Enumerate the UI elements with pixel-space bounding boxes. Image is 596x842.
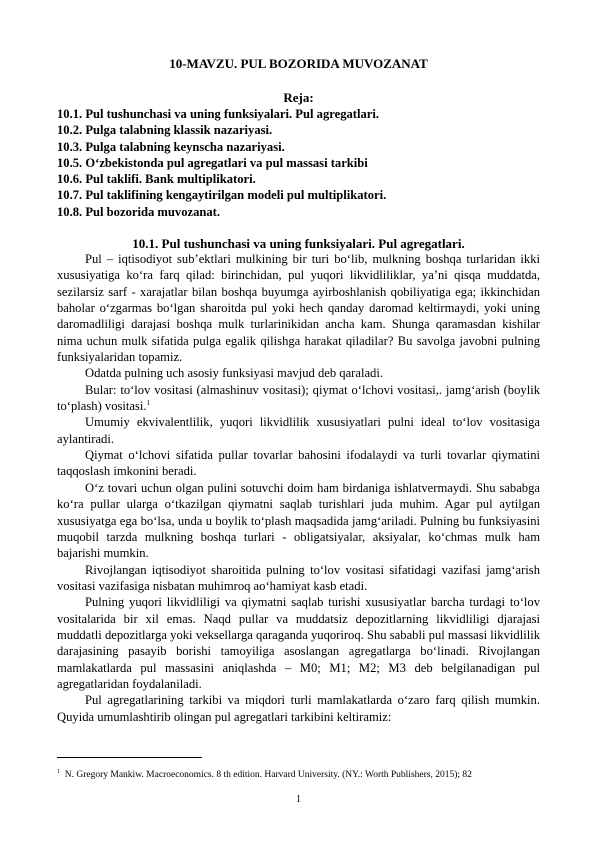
page-number: 1 xyxy=(296,794,301,805)
plan-item: 10.8. Pul bozorida muvozanat. xyxy=(57,204,221,219)
paragraph xyxy=(57,382,540,415)
paragraph: Qiymat o‘lchovi sifatida pullar tovarlar bahosini ifodalaydi va turli tovarlar qiymatini taqqoslash imkonini beradi. xyxy=(57,448,540,479)
paragraph: Pulning yuqori likvidliligi va qiymatni saqlab turishi xususiyatlar barcha turdagi to‘lov vositalarida bir xil emas. Naqd pullar va muddatsiz depozitlarning likvidliligi djarajasi muddatli depozitlarga yoki veksellarga qaraganda yuqoriroq. Shu sababli pul massasi likvidlilik darajasining pasayib borishi tamoyiliga asoslangan agregatlarga bo‘linadi. Rivojlangan mamlakatlarda pul massasini aniqlashda – M0; M1; M2; M3 deb belgilanadigan pul agregatlaridan foydalaniladi. xyxy=(57,595,540,691)
plan-list xyxy=(57,106,540,220)
page-title: 10-MAVZU. PUL BOZORIDA MUVOZANAT xyxy=(169,56,428,71)
paragraph: Odatda pulning uch asosiy funksiyasi mavjud deb qaraladi. xyxy=(85,366,383,381)
paragraph: Pul agregatlarining tarkibi va miqdori turli mamlakatlarda o‘zaro farq qilish mumkin. Quyida umumlashtirib olingan pul agregatlari tarkibini keltiramiz: xyxy=(57,693,540,724)
plan-heading: Reja: xyxy=(283,90,314,105)
plan-item: 10.6. Pul taklifi. Bank multiplikatori. xyxy=(57,172,256,187)
plan-item: 10.7. Pul taklifining kengaytirilgan modeli pul multiplikatori. xyxy=(57,188,387,203)
paragraph-text: Bular: to‘lov vositasi (almashinuv vositasi); qiymat o‘lchovi vositasi,. jamg‘arish (boylik to‘plash) vositasi. xyxy=(57,382,540,414)
paragraph: O‘z tovari uchun olgan pulini sotuvchi doim ham birdaniga ishlatvermaydi. Shu sababga ko‘ra pullar ularga o‘tkazilgan qiymatni saqlab turishlari juda muhim. Agar pul aytilgan xususiyatga ega bo‘lsa, unda u boylik to‘plash maqsadida jamg‘ariladi. Pulning bu funksiyasini muqobil tarzda mulkning boshqa turlari - obligatsiyalar, aksiyalar, ko‘chmas mulk ham bajarishi mumkin. xyxy=(57,480,540,561)
plan-item: 10.1. Pul tushunchasi va uning funksiyalari. Pul agregatlari. xyxy=(57,107,380,121)
section-heading: 10.1. Pul tushunchasi va uning funksiyalari. Pul agregatlari. xyxy=(132,236,465,251)
paragraph: Rivojlangan iqtisodiyot sharoitida pulning to‘lov vositasi sifatidagi vazifasi jamg‘arish vositasi vazifasiga nisbatan muhimroq ao‘hamiyat kasb etadi. xyxy=(57,562,540,593)
footnote-separator xyxy=(57,757,202,758)
plan-item: 10.2. Pulga talabning klassik nazariyasi. xyxy=(57,123,273,138)
footnote-text: N. Gregory Mankiw. Macroeconomics. 8 th edition. Harvard University. (NY.: Worth Publishers, 2015); 82 xyxy=(64,770,472,780)
body-text xyxy=(57,251,540,725)
paragraph: Pul – iqtisodiyot sub’ektlari mulkining bir turi bo‘lib, mulkning boshqa turlaridan ikki xususiyatiga ko‘ra farq qilad: birinchidan, pul yuqori likvidliliklar, ya’ni qisqa muddatda, sezilarsiz sarf - xarajatlar bilan boshqa buyumga ayirboshlanish qobiliyatiga ega; ikkinchidan baholar o‘zgarmas bo‘lgan sharoitda pul yoki hech qanday daromad keltirmaydi, yoki uning daromadliligi darajasi boshqa mulk turlarinikidan ancha kam. Shunga qaramasdan kishilar nima uchun mulk sifatida pulga egalik qilishga harakat qiladilar? Bu savolga javobni pulning funksiyalaridan topamiz. xyxy=(57,252,540,365)
plan-item: 10.5. O‘zbekistonda pul agregatlari va pul massasi tarkibi xyxy=(57,155,368,170)
footnote xyxy=(57,769,540,781)
plan-item: 10.3. Pulga talabning keynscha nazariyasi. xyxy=(57,139,285,154)
paragraph: Umumiy ekvivalentlilik, yuqori likvidlilik xususiyatlari pulni ideal to‘lov vositasiga aylantiradi. xyxy=(57,415,540,446)
footnote-reference[interactable]: 1 xyxy=(146,398,151,407)
footnote-marker: 1 xyxy=(57,768,60,775)
